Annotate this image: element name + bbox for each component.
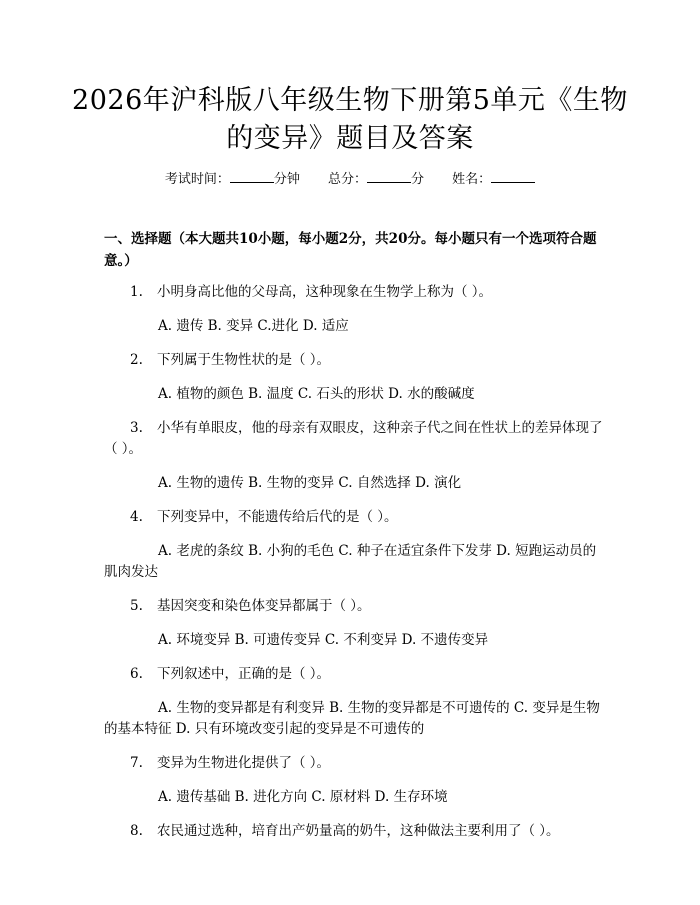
- question-number: 1.: [130, 284, 143, 300]
- question-number: 5.: [130, 598, 143, 614]
- question-options: A. 生物的变异都是有利变异 B. 生物的变异都是不可遗传的 C. 变异是生物的基本特征 D. 只有环境改变引起的变异是不可遗传的: [104, 700, 600, 737]
- question-item: [104, 418, 604, 460]
- question-text: 下列叙述中，正确的是（ ）。: [157, 666, 331, 682]
- question-options: A. 环境变异 B. 可遗传变异 C. 不利变异 D. 不遗传变异: [158, 632, 489, 648]
- total-score-unit: 分: [411, 172, 425, 187]
- exam-time-label: 考试时间：: [164, 172, 230, 187]
- question-text: 小华有单眼皮，他的母亲有双眼皮，这种亲子代之间在性状上的差异体现了（ ）。: [104, 420, 603, 457]
- student-name-blank: [491, 168, 535, 183]
- question-number: 7.: [130, 755, 143, 771]
- exam-time-field: [165, 172, 304, 187]
- question-number: 6.: [130, 666, 143, 682]
- question-number: 8.: [130, 823, 143, 839]
- question-text: 农民通过选种，培育出产奶量高的奶牛，这种做法主要利用了（ ）。: [157, 823, 560, 839]
- question-text: 下列变异中，不能遗传给后代的是（ ）。: [157, 509, 398, 525]
- question-options: A. 老虎的条纹 B. 小狗的毛色 C. 种子在适宜条件下发芽 D. 短跑运动员的肌肉发达: [104, 543, 597, 580]
- total-score-blank: [367, 168, 411, 183]
- question-item: [104, 350, 604, 371]
- question-options: A. 遗传 B. 变异 C.进化 D. 适应: [158, 318, 349, 334]
- question-list: [104, 282, 604, 855]
- exam-time-unit: 分钟: [273, 172, 300, 187]
- question-options: A. 植物的颜色 B. 温度 C. 石头的形状 D. 水的酸碱度: [158, 386, 475, 402]
- question-text: 小明身高比他的父母高，这种现象在生物学上称为（ ）。: [157, 284, 493, 300]
- question-text: 下列属于生物性状的是（ ）。: [157, 352, 331, 368]
- question-item: [104, 507, 604, 528]
- question-item: [104, 753, 604, 774]
- student-name-label: 姓名：: [452, 172, 492, 187]
- exam-info-line: [0, 168, 700, 190]
- total-score-field: [328, 172, 428, 187]
- question-item: [104, 664, 604, 685]
- question-text: 变异为生物进化提供了（ ）。: [157, 755, 331, 771]
- question-options: A. 遗传基础 B. 进化方向 C. 原材料 D. 生存环境: [158, 789, 448, 805]
- question-item: [104, 596, 604, 617]
- section-heading: 一、选择题（本大题共10小题，每小题2分，共20分。每小题只有一个选项符合题意。）: [104, 231, 597, 269]
- question-number: 4.: [130, 509, 143, 525]
- question-options: A. 生物的遗传 B. 生物的变异 C. 自然选择 D. 演化: [158, 475, 462, 491]
- exam-time-blank: [230, 168, 274, 183]
- question-item: [104, 282, 604, 303]
- question-text: 基因突变和染色体变异都属于（ ）。: [157, 598, 371, 614]
- document-title: 2026年沪科版八年级生物下册第5单元《生物的变异》题目及答案: [72, 85, 628, 154]
- student-name-field: [452, 172, 535, 187]
- total-score-label: 总分：: [327, 172, 367, 187]
- question-number: 3.: [130, 420, 143, 436]
- question-number: 2.: [130, 352, 143, 368]
- question-item: [104, 821, 604, 842]
